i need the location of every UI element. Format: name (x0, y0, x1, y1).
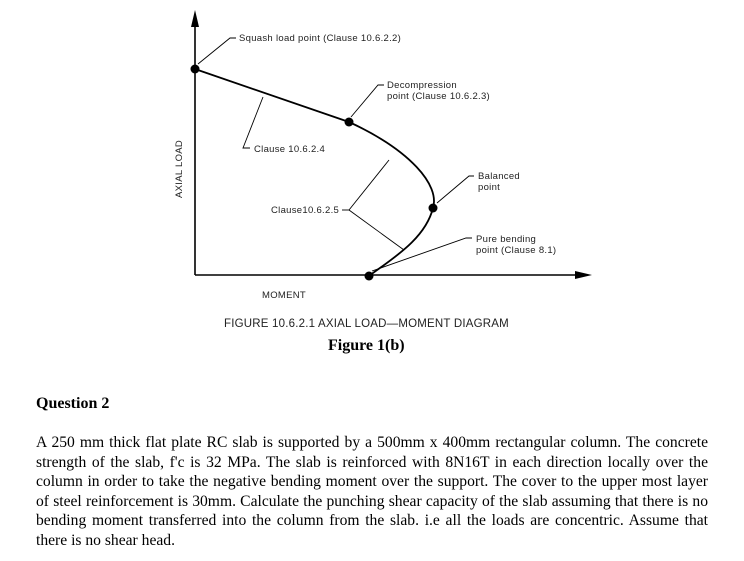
figure-caption: FIGURE 10.6.2.1 AXIAL LOAD—MOMENT DIAGRAM (224, 318, 509, 330)
figure-label: Figure 1(b) (328, 337, 405, 354)
pure-bending-point (365, 272, 374, 281)
question-body: A 250 mm thick flat plate RC slab is supported by a 500mm x 400mm rectangular column. The concrete strength of the slab, f'c is 32 MPa. The slab is reinforced with 8N16T in each direction locally over the column in order to take the negative bending moment over the support. The cover to the upper most layer of steel reinforcement is 30mm. Calculate the punching shear capacity of the slab assuming that there is no bending moment transferred into the column from the slab. i.e all the loads are concentric. Assume that there is no shear head. (36, 434, 708, 549)
clause-1024-leader (243, 97, 263, 148)
question-title: Question 2 (36, 395, 110, 412)
balanced-label: Balanced (478, 171, 521, 182)
y-axis-label: AXIAL LOAD (174, 139, 185, 198)
decompression-label: Decompression (387, 80, 457, 91)
curve-segment-curved (349, 122, 434, 276)
pure-bending-label-2: point (Clause 8.1) (476, 245, 557, 256)
x-axis-label: MOMENT (262, 290, 307, 301)
clause-1024-label: Clause 10.6.2.4 (254, 144, 326, 155)
squash-load-point (191, 65, 200, 74)
clause-1025-label: Clause10.6.2.5 (271, 205, 340, 216)
y-axis-arrowhead (191, 10, 199, 27)
clause-1025-leader-upper (349, 160, 389, 210)
x-axis-arrowhead (575, 271, 592, 279)
squash-leader (198, 38, 236, 64)
decompression-label-2: point (Clause 10.6.2.3) (387, 91, 491, 102)
squash-load-label: Squash load point (Clause 10.6.2.2) (239, 33, 402, 44)
pure-bending-leader (372, 238, 472, 271)
balanced-label-2: point (478, 182, 501, 193)
decompression-point (345, 118, 354, 127)
balanced-point (429, 204, 438, 213)
balanced-leader (437, 176, 474, 203)
decompression-leader (351, 85, 384, 117)
pure-bending-label: Pure bending (476, 234, 537, 245)
curve-segment-straight (195, 69, 349, 122)
clause-1025-leader-lower (349, 210, 404, 250)
